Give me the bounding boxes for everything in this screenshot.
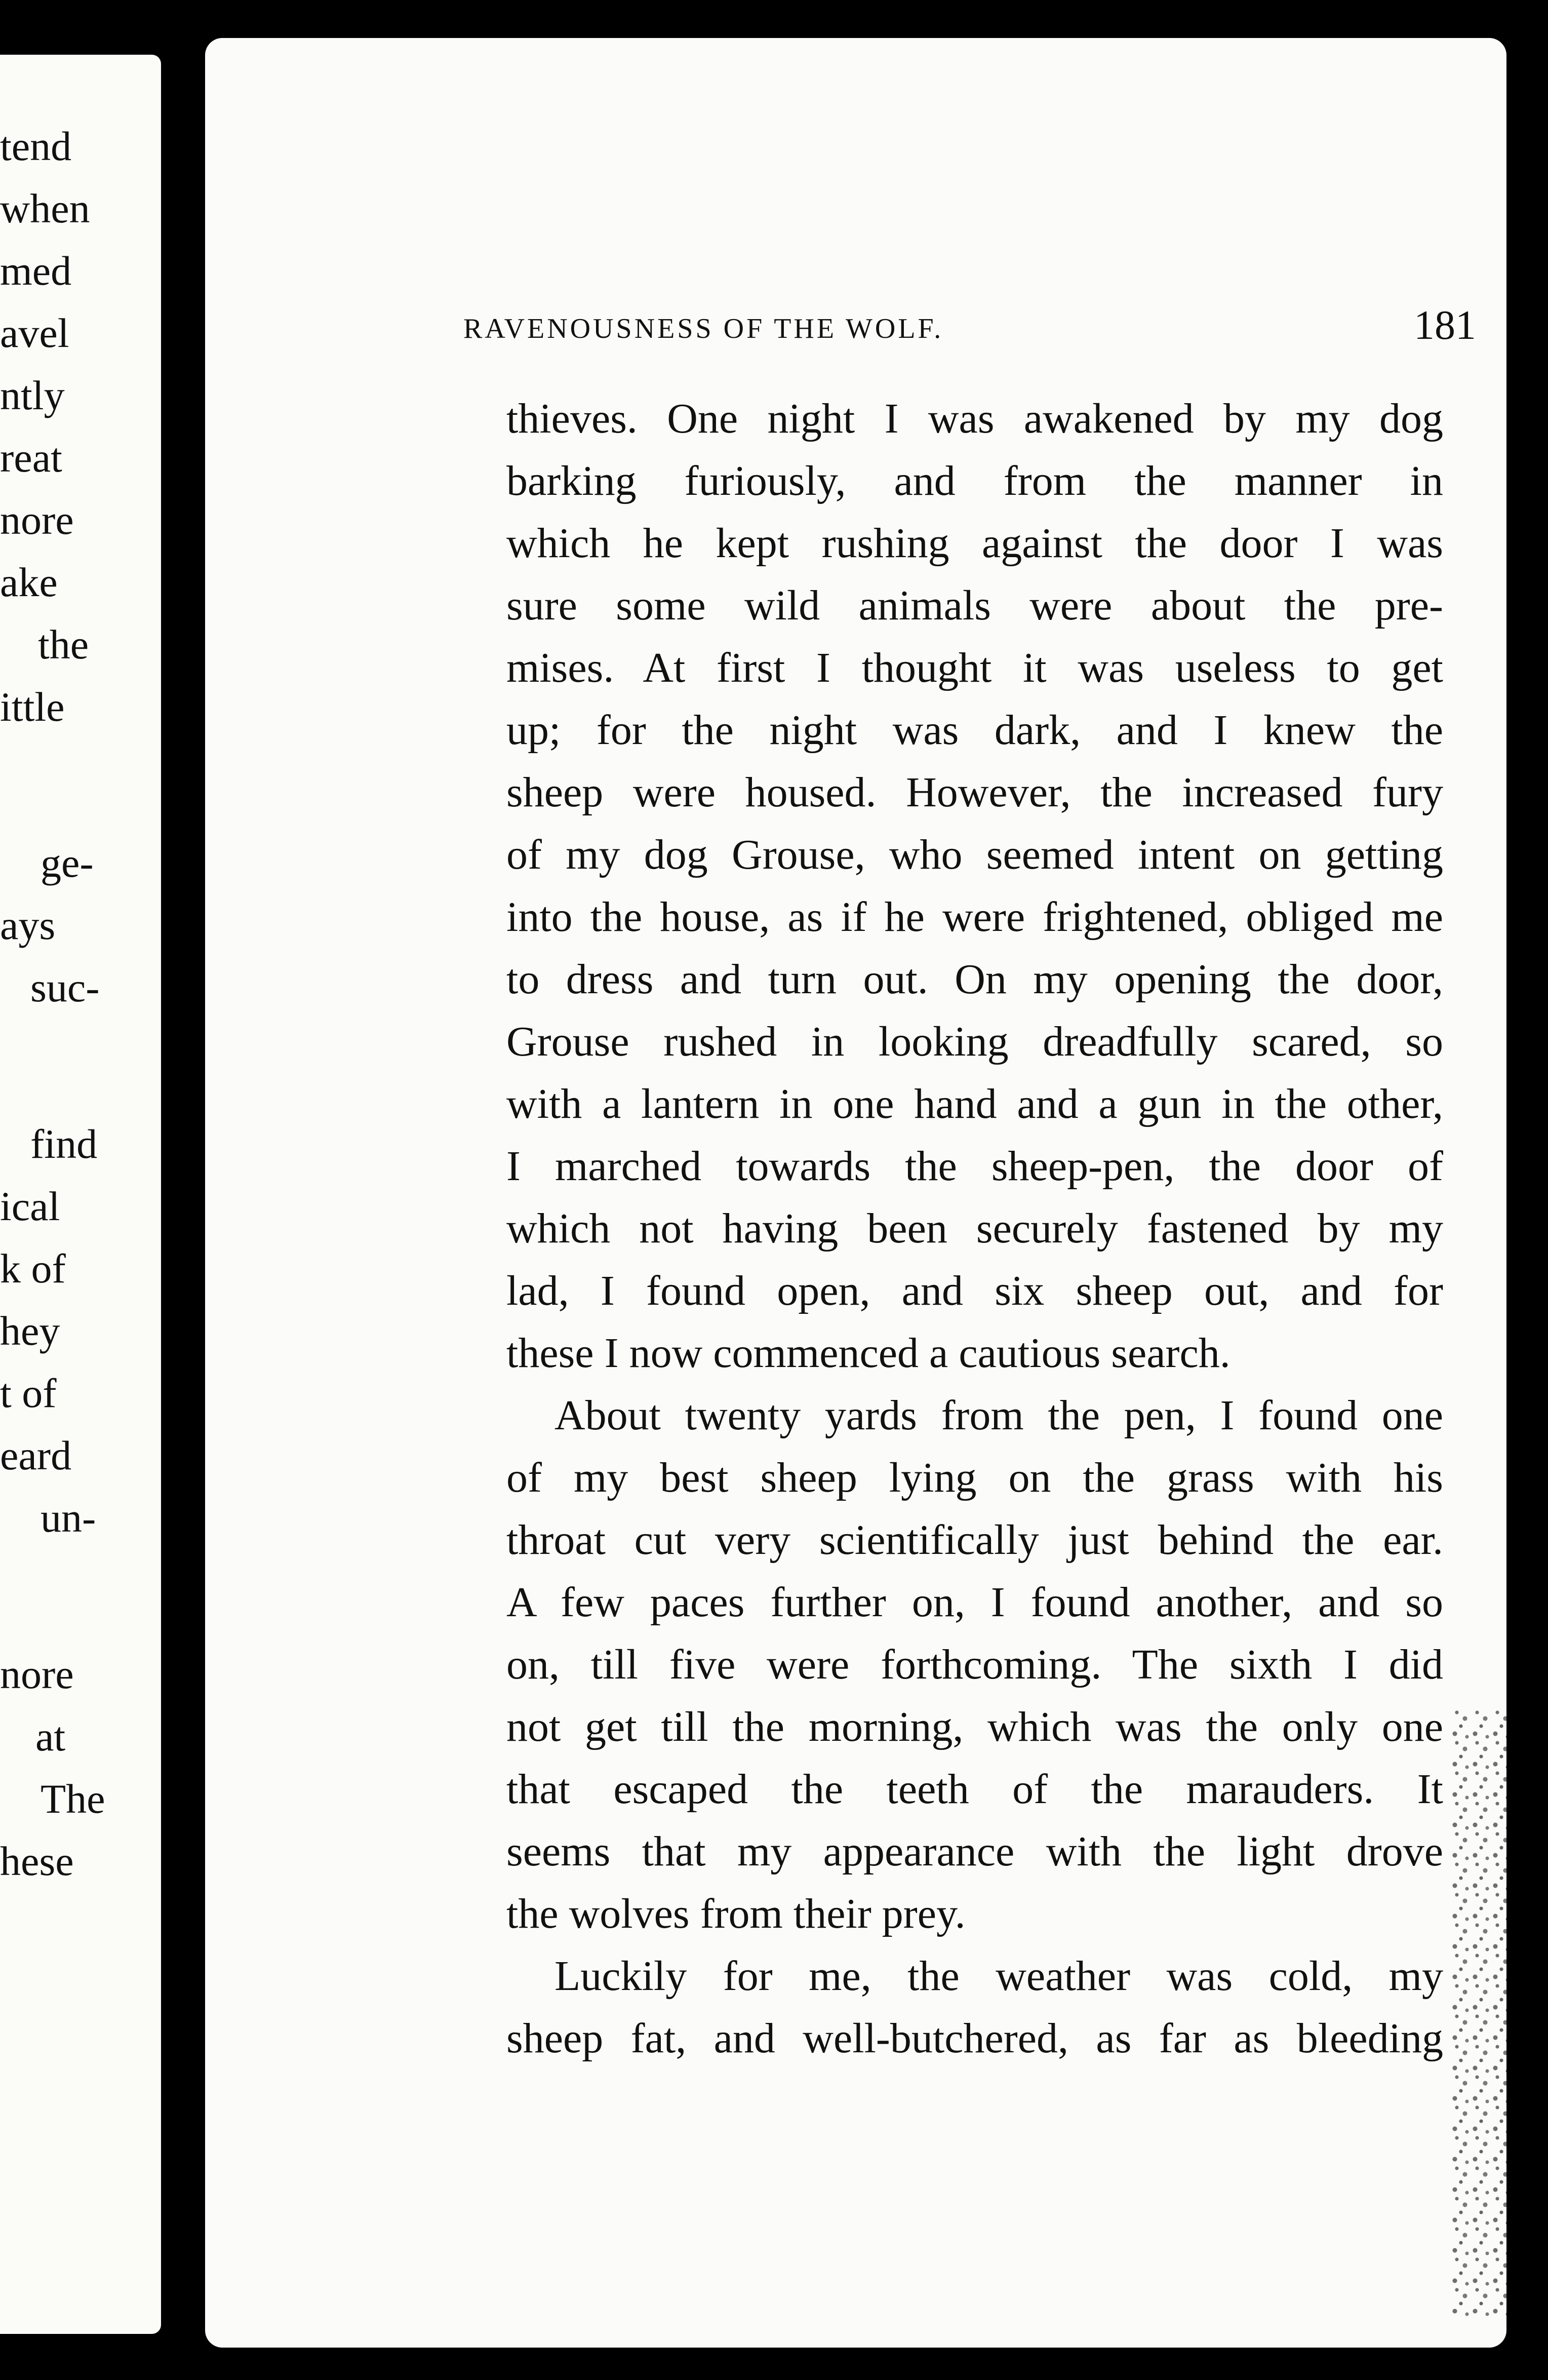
text-line: up; for the night was dark, and I knew the — [506, 707, 1443, 754]
paragraph — [506, 1384, 1443, 1945]
left-page-fragment: eard — [0, 1432, 72, 1478]
left-page-fragment: at — [35, 1713, 66, 1760]
text-line: About twenty yards from the pen, I found one — [554, 1392, 1443, 1439]
text-line: not get till the morning, which was the only one — [506, 1703, 1443, 1750]
left-page-fragment: find — [30, 1121, 98, 1167]
left-page-fragment: un- — [41, 1495, 96, 1541]
left-page-fragment: tend — [0, 123, 72, 169]
left-page-fragment: The — [41, 1776, 105, 1822]
page-header — [463, 301, 1476, 357]
left-page-fragment: the — [38, 621, 89, 668]
text-line: I marched towards the sheep-pen, the door of — [506, 1143, 1443, 1190]
previous-page-strip — [0, 55, 161, 2334]
left-page-fragment: ge- — [41, 840, 94, 886]
text-line: seems that my appearance with the light drove — [506, 1828, 1443, 1875]
text-line: which he kept rushing against the door I was — [506, 520, 1443, 567]
text-line: A few paces further on, I found another, and so — [506, 1579, 1443, 1626]
left-page-fragment: avel — [0, 310, 69, 356]
text-line: sheep were housed. However, the increased fury — [506, 769, 1443, 816]
left-page-fragment: ical — [0, 1183, 60, 1229]
text-line: lad, I found open, and six sheep out, and for — [506, 1267, 1443, 1314]
paragraph — [506, 1945, 1443, 2070]
left-page-fragment: ntly — [0, 372, 65, 418]
text-line: throat cut very scientifically just behind the ear. — [506, 1516, 1443, 1564]
text-line: the wolves from their prey. — [506, 1890, 966, 1937]
left-page-fragment: ittle — [0, 684, 65, 730]
text-line: mises. At first I thought it was useless to get — [506, 644, 1443, 691]
text-line: with a lantern in one hand and a gun in the other, — [506, 1080, 1443, 1127]
left-page-fragment: reat — [0, 435, 62, 481]
text-line: into the house, as if he were frightened, obliged me — [506, 893, 1443, 941]
left-page-fragment: when — [0, 185, 90, 231]
text-line: Grouse rushed in looking dreadfully scared, so — [506, 1018, 1443, 1065]
left-page-fragment: suc- — [30, 964, 100, 1010]
text-line: barking furiously, and from the manner in — [506, 457, 1443, 504]
running-title: RAVENOUSNESS OF THE WOLF. — [463, 313, 944, 344]
text-line: that escaped the teeth of the marauders. It — [506, 1766, 1443, 1813]
text-line: on, till five were forthcoming. The sixth I did — [506, 1641, 1443, 1688]
left-page-fragment: med — [0, 248, 72, 294]
text-line: these I now commenced a cautious search. — [506, 1330, 1231, 1377]
text-line: Luckily for me, the weather was cold, my — [554, 1953, 1443, 2000]
text-line: of my best sheep lying on the grass with his — [506, 1454, 1443, 1501]
text-line: sheep fat, and well-butchered, as far as bleeding — [506, 2015, 1443, 2062]
text-line: sure some wild animals were about the pre- — [506, 582, 1443, 629]
left-page-fragment: ays — [0, 902, 56, 948]
body-text — [506, 387, 1443, 2070]
text-line: to dress and turn out. On my opening the door, — [506, 956, 1443, 1003]
left-page-fragment: hey — [0, 1308, 60, 1354]
book-page — [205, 38, 1506, 2348]
left-page-fragment: ake — [0, 559, 58, 605]
paragraph — [506, 387, 1443, 1384]
left-page-fragment: nore — [0, 497, 74, 543]
page-number: 181 — [1414, 302, 1476, 348]
left-page-fragment: k of — [0, 1245, 66, 1292]
left-page-fragment: nore — [0, 1651, 74, 1697]
left-page-fragment: t of — [0, 1370, 57, 1416]
text-line: thieves. One night I was awakened by my dog — [506, 395, 1443, 442]
page-edge-speckles — [1451, 1709, 1506, 2317]
text-line: which not having been securely fastened by my — [506, 1205, 1443, 1252]
left-page-fragment: hese — [0, 1838, 74, 1884]
text-line: of my dog Grouse, who seemed intent on getting — [506, 831, 1443, 878]
